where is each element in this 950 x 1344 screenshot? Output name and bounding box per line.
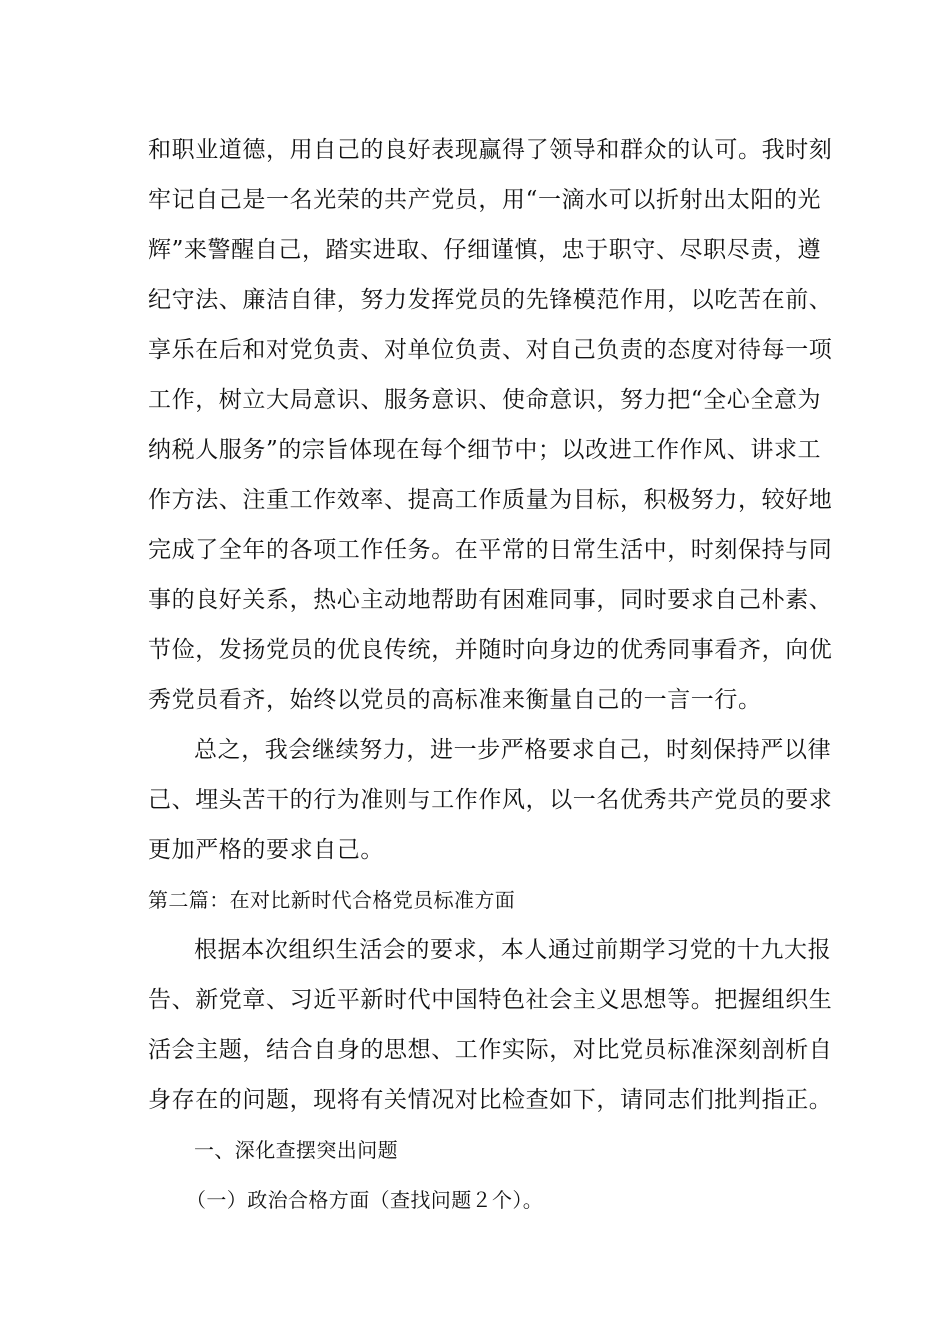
paragraph-line: 完成了全年的各项工作任务。在平常的日常生活中，时刻保持与同 — [148, 537, 833, 563]
paragraph-line: 享乐在后和对党负责、对单位负责、对自己负责的态度对待每一项 — [148, 337, 833, 363]
paragraph-line: 秀党员看齐，始终以党员的高标准来衡量自己的一言一行。 — [148, 687, 762, 713]
section-title: 第二篇：在对比新时代合格党员标准方面 — [148, 888, 516, 912]
paragraph-line: 总之，我会继续努力，进一步严格要求自己，时刻保持严以律 — [194, 737, 832, 763]
paragraph-line: 纪守法、廉洁自律，努力发挥党员的先锋模范作用，以吃苦在前、 — [148, 287, 833, 313]
paragraph-line: 事的良好关系，热心主动地帮助有困难同事，同时要求自己朴素、 — [148, 587, 833, 613]
paragraph-line: 辉”来警醒自己，踏实进取、仔细谨慎，忠于职守、尽职尽责，遵 — [148, 237, 822, 263]
paragraph-line: 工作，树立大局意识、服务意识、使命意识，努力把“全心全意为 — [148, 387, 822, 413]
paragraph-line: 作方法、注重工作效率、提高工作质量为目标，积极努力，较好地 — [148, 487, 833, 513]
paragraph-line: 节俭，发扬党员的优良传统，并随时向身边的优秀同事看齐，向优 — [148, 637, 833, 663]
paragraph-line: 纳税人服务”的宗旨体现在每个细节中；以改进工作作风、讲求工 — [148, 437, 822, 463]
paragraph-line: 和职业道德，用自己的良好表现赢得了领导和群众的认可。我时刻 — [148, 137, 833, 163]
paragraph-line: 活会主题，结合自身的思想、工作实际，对比党员标准深刻剖析自 — [148, 1037, 833, 1063]
paragraph-line: 身存在的问题，现将有关情况对比检查如下，请同志们批判指正。 — [148, 1087, 833, 1113]
heading-level-1: 一、深化查摆突出问题 — [194, 1138, 398, 1162]
paragraph-line: 告、新党章、习近平新时代中国特色社会主义思想等。把握组织生 — [148, 987, 833, 1013]
paragraph-line: 更加严格的要求自己。 — [148, 837, 384, 863]
paragraph-line: 牢记自己是一名光荣的共产党员，用“一滴水可以折射出太阳的光 — [148, 187, 822, 213]
paragraph-line: 己、埋头苦干的行为准则与工作作风，以一名优秀共产党员的要求 — [148, 787, 833, 813]
paragraph-line: 根据本次组织生活会的要求，本人通过前期学习党的十九大报 — [194, 937, 832, 963]
heading-level-2: （一）政治合格方面（查找问题２个）。 — [186, 1188, 544, 1212]
